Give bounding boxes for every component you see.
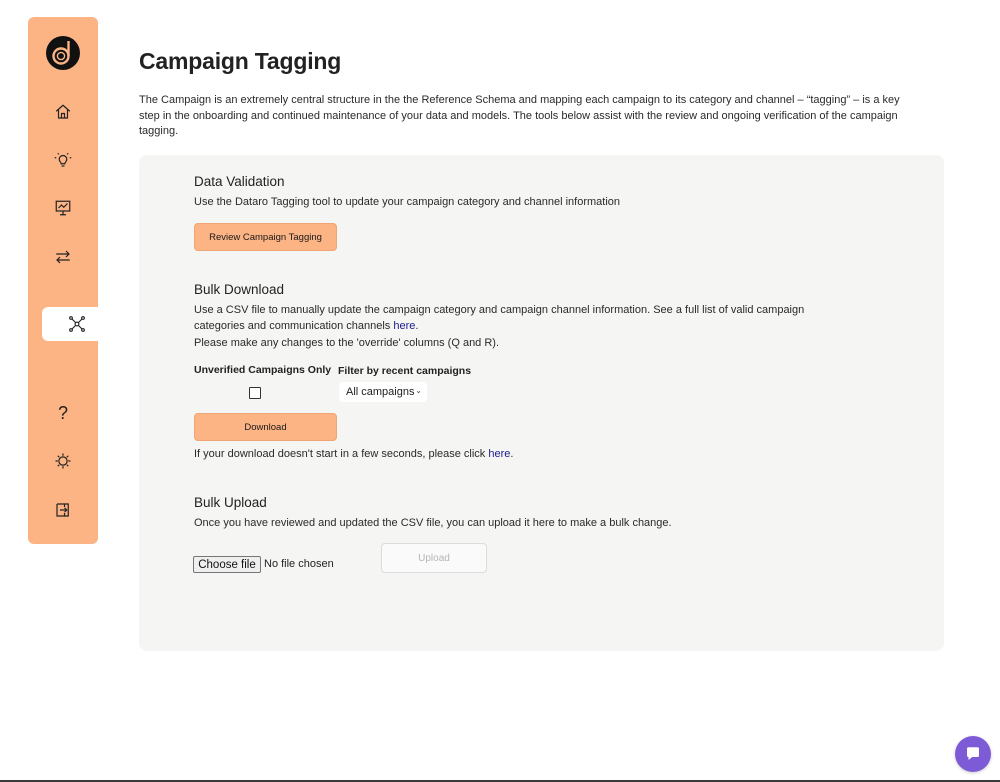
nav-transfer[interactable] — [28, 241, 98, 273]
home-icon — [54, 103, 72, 121]
logout-icon — [54, 501, 72, 519]
data-validation-description: Use the Dataro Tagging tool to update your campaign category and channel information — [194, 196, 621, 208]
upload-button[interactable]: Upload — [381, 543, 487, 573]
bulk-download-heading: Bulk Download — [194, 282, 285, 297]
review-campaign-tagging-button[interactable]: Review Campaign Tagging — [194, 223, 337, 251]
unverified-campaigns-checkbox[interactable] — [249, 387, 261, 399]
nav-campaign-tagging[interactable] — [42, 307, 126, 341]
bulk-upload-description: Once you have reviewed and updated the CSV file, you can upload it here to make a bulk change. — [194, 517, 672, 529]
network-nodes-icon — [68, 315, 86, 333]
transfer-arrows-icon — [54, 248, 72, 266]
nav-logout[interactable] — [28, 494, 98, 526]
help-icon: ? — [57, 402, 68, 423]
download-retry-message: If your download doesn't start in a few seconds, please click — [194, 448, 489, 460]
bulk-download-description — [194, 303, 844, 334]
download-retry-end: . — [510, 448, 514, 460]
choose-file-button[interactable]: Choose file — [193, 556, 261, 573]
bulk-upload-heading: Bulk Upload — [194, 495, 267, 510]
presentation-chart-icon — [54, 199, 72, 217]
download-retry-link[interactable]: here — [488, 448, 511, 460]
unverified-campaigns-label: Unverified Campaigns Only — [194, 364, 332, 376]
valid-categories-link[interactable]: here — [393, 319, 416, 332]
lightbulb-icon — [54, 151, 72, 169]
recent-campaigns-select[interactable] — [339, 382, 427, 402]
page-intro: The Campaign is an extremely central structure in the the Reference Schema and mapping each campaign to its category and channel – “tagging” – is a key step in the onboarding and continued maintenance of your data and models. The tools below assist with the review and ongoing verification of the campaign tagging. — [139, 94, 900, 137]
nav-settings[interactable] — [28, 445, 98, 477]
bulk-download-description-text: Use a CSV file to manually update the campaign category and campaign channel information. See a full list of valid campaign categories and communication channels — [194, 304, 805, 332]
chat-bubble-icon — [964, 745, 982, 763]
nav-reports[interactable] — [28, 192, 98, 224]
nav-home[interactable] — [28, 96, 98, 128]
nav-insights[interactable] — [28, 144, 98, 176]
filter-recent-campaigns-label: Filter by recent campaigns — [338, 365, 472, 377]
page-title: Campaign Tagging — [139, 48, 342, 74]
chevron-down-icon: ⌄ — [415, 386, 422, 395]
download-retry-text — [194, 447, 513, 463]
dataro-logo[interactable] — [46, 36, 80, 70]
gear-icon — [54, 452, 72, 470]
chat-widget-button[interactable] — [955, 736, 991, 772]
sidebar — [28, 17, 98, 544]
data-validation-heading: Data Validation — [194, 174, 285, 189]
bulk-download-description-end: . — [415, 319, 419, 332]
recent-campaigns-select-value: All campaigns — [346, 386, 415, 398]
nav-help[interactable] — [28, 397, 98, 429]
override-note: Please make any changes to the 'override' columns (Q and R). — [194, 337, 500, 349]
file-status: No file chosen — [264, 558, 334, 570]
download-button[interactable]: Download — [194, 413, 337, 441]
